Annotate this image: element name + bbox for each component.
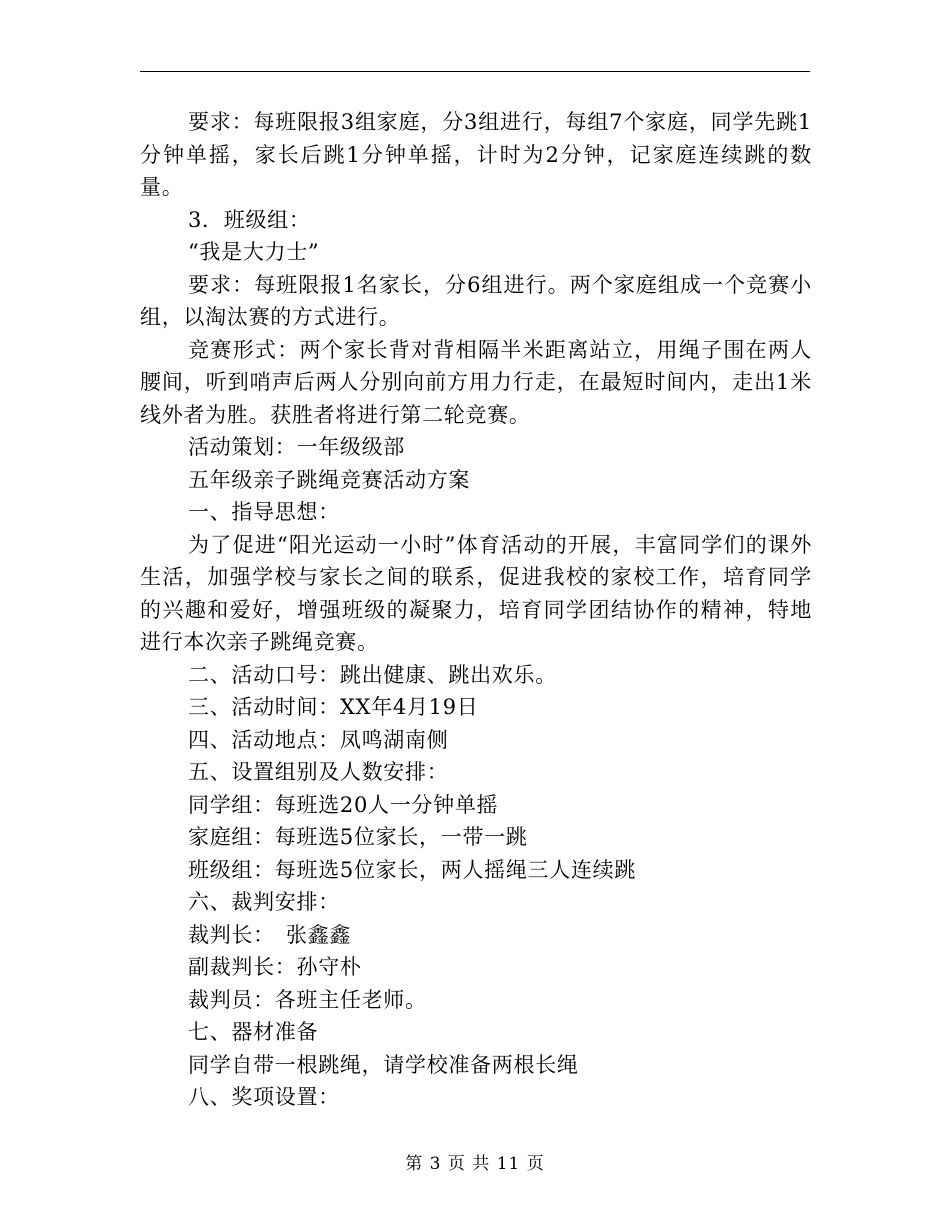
footer-prefix: 第 xyxy=(405,1154,424,1174)
paragraph: 家庭组：每班选5位家长，一带一跳 xyxy=(188,825,528,849)
footer-total-pages: 11 xyxy=(496,1154,521,1174)
paragraph: 六、裁判安排： xyxy=(188,890,340,914)
paragraph: 五年级亲子跳绳竞赛活动方案 xyxy=(188,467,471,492)
paragraph: 二、活动口号：跳出健康、跳出欢乐。 xyxy=(188,662,557,687)
paragraph: 要求：每班限报3组家庭，分3组进行，每组7个家庭，同学先跳1分钟单摇，家长后跳1分钟单摇，计时为2分钟，记家庭连续跳的数量。 xyxy=(140,110,812,199)
paragraph: “我是大力士” xyxy=(188,240,320,264)
paragraph: 裁判长： 张鑫鑫 xyxy=(188,922,352,947)
paragraph: 五、设置组别及人数安排： xyxy=(188,760,449,784)
paragraph: 副裁判长：孙守朴 xyxy=(188,955,362,979)
paragraph: 活动策划：一年级级部 xyxy=(188,435,405,459)
footer-suffix: 页 xyxy=(526,1154,545,1174)
paragraph: 同学组：每班选20人一分钟单摇 xyxy=(188,792,499,817)
paragraph: 为了促进“阳光运动一小时”体育活动的开展，丰富同学们的课外生活，加强学校与家长之间的联系，促进我校的家校工作，培育同学的兴趣和爱好，增强班级的凝聚力，培育同学团结协作的精神，特地进行本次亲子跳绳竞赛。 xyxy=(140,532,812,654)
footer-middle: 页 共 xyxy=(447,1154,491,1174)
paragraph: 班级组：每班选5位家长，两人摇绳三人连续跳 xyxy=(188,857,637,882)
paragraph: 裁判员：各班主任老师。 xyxy=(188,987,427,1012)
paragraph: 八、奖项设置： xyxy=(188,1085,340,1109)
paragraph: 同学自带一根跳绳，请学校准备两根长绳 xyxy=(188,1052,579,1077)
paragraph: 竞赛形式：两个家长背对背相隔半米距离站立，用绳子围在两人腰间，听到哨声后两人分别向前方用力行走，在最短时间内，走出1米线外者为胜。获胜者将进行第二轮竞赛。 xyxy=(140,337,812,427)
paragraph: 一、指导思想： xyxy=(188,500,340,524)
page-footer xyxy=(0,1152,950,1176)
paragraph: 四、活动地点：凤鸣湖南侧 xyxy=(188,727,449,752)
paragraph: 七、器材准备 xyxy=(188,1020,319,1044)
paragraph: 三、活动时间：XX年4月19日 xyxy=(188,695,479,719)
footer-current-page: 3 xyxy=(429,1154,442,1174)
paragraph: 要求：每班限报1名家长，分6组进行。两个家庭组成一个竞赛小组，以淘汰赛的方式进行。 xyxy=(140,272,812,329)
document-body xyxy=(140,106,812,1114)
paragraph: 3．班级组： xyxy=(188,207,311,232)
header-rule xyxy=(140,71,810,72)
